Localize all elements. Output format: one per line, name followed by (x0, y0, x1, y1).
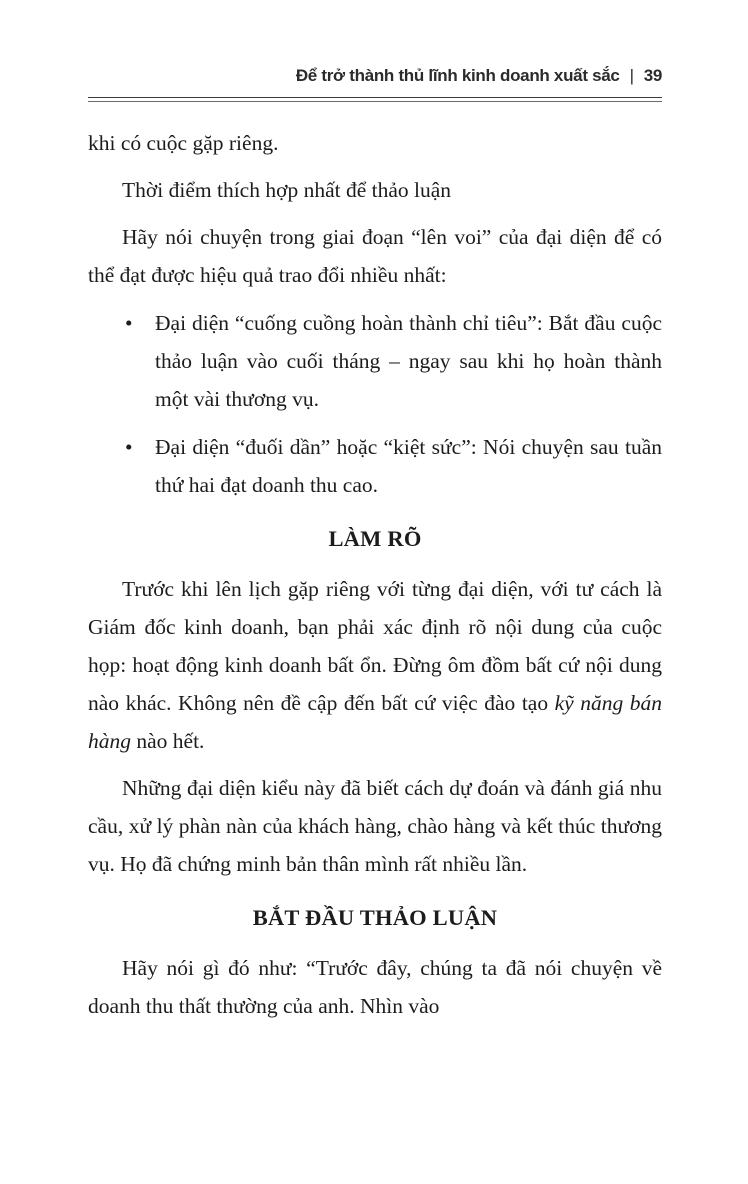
bullet-item (88, 304, 662, 418)
page-number: 39 (643, 66, 662, 85)
section-heading-lam-ro: LÀM RÕ (328, 525, 422, 551)
italic-phrase: kỹ năng bán hàng (88, 690, 662, 753)
running-header (88, 66, 662, 86)
paragraph-subtitle: Thời điểm thích hợp nhất để thảo luận (122, 177, 452, 202)
paragraph-clarify (88, 570, 662, 760)
header-divider: | (629, 66, 634, 85)
bullet-list (88, 304, 662, 504)
section-heading-bat-dau: BẮT ĐẦU THẢO LUẬN (252, 904, 498, 930)
bullet-marker: • (125, 310, 133, 335)
paragraph-clarify-part1: Trước khi lên lịch gặp riêng với từng đại diện, với tư cách là Giám đốc kinh doanh, bạn phải xác định rõ nội dung của cuộc họp: hoạt động kinh doanh bất ổn. Đừng ôm đồm bất cứ nội dung nào khác. Không nên đề cập đến bất cứ việc đào tạo (88, 576, 662, 715)
bullet-text: Đại diện “đuối dần” hoặc “kiệt sức”: Nói chuyện sau tuần thứ hai đạt doanh thu cao. (155, 434, 662, 497)
paragraph-intro: Hãy nói chuyện trong giai đoạn “lên voi” của đại diện để có thể đạt được hiệu quả trao đổi nhiều nhất: (88, 224, 662, 287)
header-rule (88, 97, 662, 102)
bullet-item (88, 428, 662, 504)
bullet-text: Đại diện “cuống cuồng hoàn thành chỉ tiêu”: Bắt đầu cuộc thảo luận vào cuối tháng – ngay sau khi họ hoàn thành một vài thương vụ. (155, 310, 662, 411)
page-body (88, 124, 662, 1025)
bullet-marker: • (125, 434, 133, 459)
paragraph-opening: Hãy nói gì đó như: “Trước đây, chúng ta đã nói chuyện về doanh thu thất thường của anh. Nhìn vào (88, 955, 662, 1018)
paragraph-continuation: khi có cuộc gặp riêng. (88, 130, 279, 155)
running-title: Để trở thành thủ lĩnh kinh doanh xuất sắc (295, 66, 620, 85)
paragraph-clarify-part2: nào hết. (131, 728, 205, 753)
paragraph-proven: Những đại diện kiểu này đã biết cách dự đoán và đánh giá nhu cầu, xử lý phàn nàn của khách hàng, chào hàng và kết thúc thương vụ. Họ đã chứng minh bản thân mình rất nhiều lần. (88, 775, 662, 876)
